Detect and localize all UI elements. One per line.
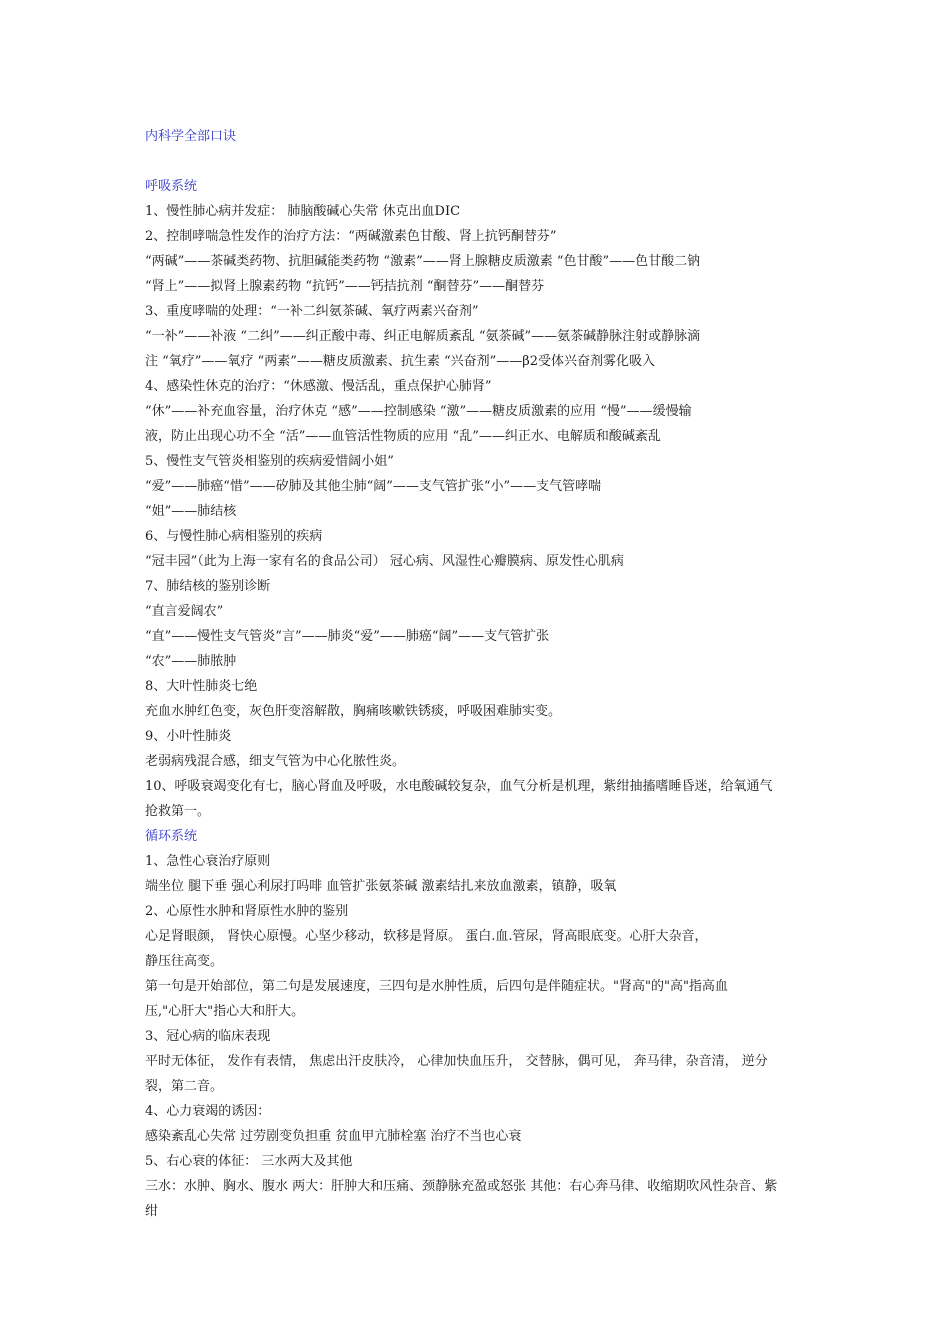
text-line: 6、与慢性肺心病相鉴别的疾病 <box>145 529 323 544</box>
spacer <box>145 149 815 174</box>
text-line: “爱”——肺癌“惜”——矽肺及其他尘肺“阔”——支气管扩张“小”——支气管哮喘 <box>145 479 602 494</box>
text-line: 9、小叶性肺炎 <box>145 729 232 744</box>
text-line: “冠丰园”（此为上海一家有名的食品公司） 冠心病、风湿性心瓣膜病、原发性心肌病 <box>145 554 624 569</box>
text-line: 3、重度哮喘的处理：“一补二纠氨茶碱、氧疗两素兴奋剂” <box>145 304 479 319</box>
text-line: 端坐位 腿下垂 强心利尿打吗啡 血管扩张氨茶碱 激素结扎来放血激素，镇静，吸氧 <box>145 879 617 894</box>
text-line: 心足肾眼颜， 肾快心原慢。心坚少移动，软移是肾原。 蛋白.血.管尿，肾高眼底变。心肝大杂音， <box>145 929 708 944</box>
text-line: 老弱病残混合感，细支气管为中心化脓性炎。 <box>145 754 406 769</box>
text-line: 抢救第一。 <box>145 804 211 819</box>
text-line: “直言爱阔农” <box>145 604 224 619</box>
text-line: 注 “氧疗”——氧疗 “两素”——糖皮质激素、抗生素 “兴奋剂”——β2受体兴奋剂雾化吸入 <box>145 354 656 369</box>
text-line: 1、慢性肺心病并发症： 肺脑酸碱心失常 休克出血DIC <box>145 204 461 219</box>
text-line: 1、急性心衰治疗原则 <box>145 854 271 869</box>
text-line: “姐”——肺结核 <box>145 504 237 519</box>
text-line: 2、控制哮喘急性发作的治疗方法：“两碱激素色甘酸、肾上抗钙酮替芬” <box>145 229 557 244</box>
text-line: “肾上”——拟肾上腺素药物 “抗钙”——钙拮抗剂 “酮替芬”——酮替芬 <box>145 279 545 294</box>
text-line: “农”——肺脓肿 <box>145 654 237 669</box>
text-line: 2、心原性水肿和肾原性水肿的鉴别 <box>145 904 349 919</box>
text-line: 5、慢性支气管炎相鉴别的疾病爱惜阔小姐” <box>145 454 394 469</box>
text-line: 8、大叶性肺炎七绝 <box>145 679 258 694</box>
section-heading-respiratory: 呼吸系统 <box>145 179 198 194</box>
text-line: 第一句是开始部位，第二句是发展速度，三四句是水肿性质，后四句是伴随症状。"肾高"的"高"指高血 <box>145 979 728 994</box>
text-line: 4、心力衰竭的诱因： <box>145 1104 271 1119</box>
text-line: 4、感染性休克的治疗：“休感激、慢活乱，重点保护心肺肾” <box>145 379 492 394</box>
text-line: “直”——慢性支气管炎“言”——肺炎“爱”——肺癌“阔”——支气管扩张 <box>145 629 550 644</box>
document-body <box>145 124 815 1224</box>
text-line: 7、肺结核的鉴别诊断 <box>145 579 271 594</box>
text-line: 压,"心肝大"指心大和肝大。 <box>145 1004 305 1019</box>
text-line: 绀 <box>145 1204 159 1219</box>
text-line: “休”——补充血容量，治疗休克 “感”——控制感染 “激”——糖皮质激素的应用 “慢”——缓慢输 <box>145 404 692 419</box>
text-line: 3、冠心病的临床表现 <box>145 1029 271 1044</box>
section-heading-circulatory: 循环系统 <box>145 829 198 844</box>
text-line: 感染紊乱心失常 过劳剧变负担重 贫血甲亢肺栓塞 治疗不当也心衰 <box>145 1129 522 1144</box>
text-line: 静压往高变。 <box>145 954 224 969</box>
text-line: “一补”——补液 “二纠”——纠正酸中毒、纠正电解质紊乱 “氨茶碱”——氨茶碱静脉注射或静脉滴 <box>145 329 701 344</box>
text-line: 10、呼吸衰竭变化有七，脑心肾血及呼吸，水电酸碱较复杂，血气分析是机理，紫绀抽搐嗜睡昏迷，给氧通气 <box>145 779 773 794</box>
text-line: 5、右心衰的体征： 三水两大及其他 <box>145 1154 353 1169</box>
text-line: 裂，第二音。 <box>145 1079 224 1094</box>
text-line: 液，防止出现心功不全 “活”——血管活性物质的应用 “乱”——纠正水、电解质和酸碱紊乱 <box>145 429 661 444</box>
text-line: “两碱”——茶碱类药物、抗胆碱能类药物 “激素”——肾上腺糖皮质激素 “色甘酸”——色甘酸二钠 <box>145 254 701 269</box>
text-line: 平时无体征， 发作有表情， 焦虑出汗皮肤冷， 心律加快血压升， 交替脉，偶可见， 奔马律，杂音清， 逆分 <box>145 1054 768 1069</box>
text-line: 充血水肿红色变，灰色肝变溶解散，胸痛咳嗽铁锈痰，呼吸困难肺实变。 <box>145 704 562 719</box>
document-title: 内科学全部口诀 <box>145 129 237 144</box>
text-line: 三水：水肿、胸水、腹水 两大：肝肿大和压痛、颈静脉充盈或怒张 其他：右心奔马律、收缩期吹风性杂音、紫 <box>145 1179 778 1194</box>
